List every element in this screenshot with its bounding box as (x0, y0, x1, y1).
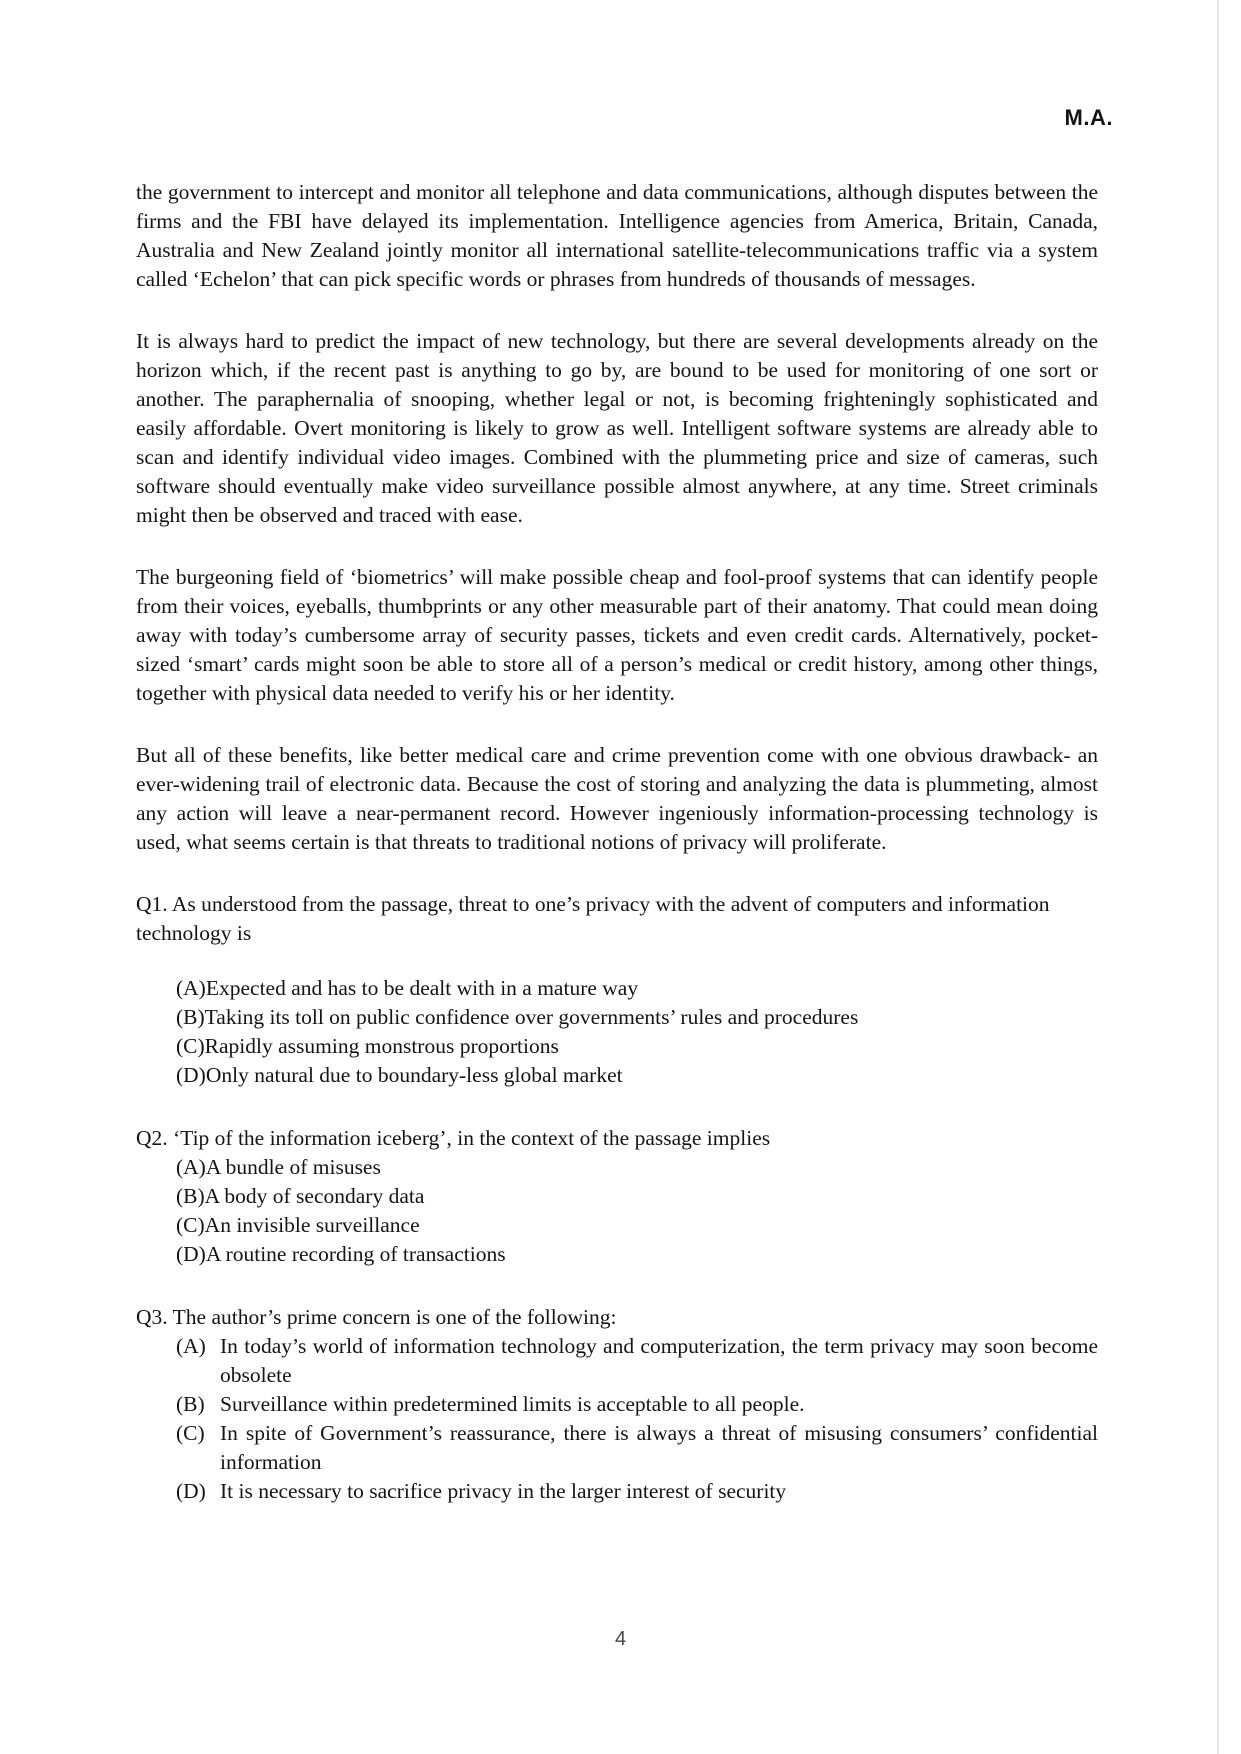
question-1 (136, 890, 1098, 1090)
course-tag: M.A. (1064, 105, 1113, 130)
passage-paragraph-4: But all of these benefits, like better medical care and crime prevention come with one obvious drawback- an ever-widening trail of electronic data. Because the cost of storing and analyzing the data is plummeting, almost any action will leave a near-permanent record. However ingeniously information-processing technology is used, what seems certain is that threats to traditional notions of privacy will proliferate. (136, 743, 1098, 854)
option-letter: (C) (176, 1213, 205, 1237)
question-3-options (136, 1332, 1098, 1506)
option-text: Expected and has to be dealt with in a mature way (205, 976, 639, 1000)
option-letter: (C) (176, 1034, 205, 1058)
option-text: In spite of Government’s reassurance, there is always a threat of misusing consumers’ confidential information (220, 1421, 1098, 1474)
question-2-option-b (176, 1182, 1098, 1211)
option-letter: (C) (176, 1421, 205, 1445)
page-number: 4 (614, 1628, 627, 1650)
question-1-option-c (176, 1032, 1098, 1061)
option-text: An invisible surveillance (204, 1213, 420, 1237)
option-text: A body of secondary data (204, 1184, 425, 1208)
page-content (136, 178, 1098, 1540)
question-2-option-d (176, 1240, 1098, 1269)
question-1-stem: Q1. As understood from the passage, threat to one’s privacy with the advent of computers and information technology is (136, 892, 1050, 945)
option-text: In today’s world of information technology and computerization, the term privacy may soon become obsolete (220, 1334, 1098, 1387)
question-2-option-c (176, 1211, 1098, 1240)
question-3 (136, 1303, 1098, 1506)
question-1-option-a (176, 974, 1098, 1003)
option-text: A routine recording of transactions (205, 1242, 506, 1266)
question-2-options (136, 1153, 1098, 1269)
option-text: A bundle of misuses (205, 1155, 381, 1179)
option-letter: (B) (176, 1005, 205, 1029)
question-2-option-a (176, 1153, 1098, 1182)
question-1-option-d (176, 1061, 1098, 1090)
question-2 (136, 1124, 1098, 1269)
question-1-options (136, 974, 1098, 1090)
question-3-option-b (176, 1390, 1098, 1419)
option-text: It is necessary to sacrifice privacy in the larger interest of security (220, 1479, 787, 1503)
option-letter: (D) (176, 1063, 206, 1087)
passage-paragraph-2: It is always hard to predict the impact of new technology, but there are several developments already on the horizon which, if the recent past is anything to go by, are bound to be used for monitoring of one sort or another. The paraphernalia of snooping, whether legal or not, is becoming frighteningly sophisticated and easily affordable. Overt monitoring is likely to grow as well. Intelligent software systems are already able to scan and identify individual video images. Combined with the plummeting price and size of cameras, such software should eventually make video surveillance possible almost anywhere, at any time. Street criminals might then be observed and traced with ease. (136, 329, 1098, 527)
question-3-stem: Q3. The author’s prime concern is one of the following: (136, 1305, 617, 1329)
option-letter: (B) (176, 1184, 205, 1208)
question-3-option-c (176, 1419, 1098, 1477)
passage-paragraph-1: the government to intercept and monitor all telephone and data communications, although disputes between the firms and the FBI have delayed its implementation. Intelligence agencies from America, Britain, Canada, Australia and New Zealand jointly monitor all international satellite-telecommunications traffic via a system called ‘Echelon’ that can pick specific words or phrases from hundreds of thousands of messages. (136, 180, 1098, 291)
option-text: Rapidly assuming monstrous proportions (204, 1034, 559, 1058)
option-text: Only natural due to boundary-less global market (205, 1063, 623, 1087)
option-text: Taking its toll on public confidence over governments’ rules and procedures (204, 1005, 859, 1029)
question-1-option-b (176, 1003, 1098, 1032)
option-letter: (A) (176, 976, 206, 1000)
question-3-option-a (176, 1332, 1098, 1390)
option-letter: (A) (176, 1334, 206, 1358)
option-letter: (D) (176, 1479, 206, 1503)
option-letter: (B) (176, 1392, 205, 1416)
question-2-stem: Q2. ‘Tip of the information iceberg’, in the context of the passage implies (136, 1126, 771, 1150)
page-edge-shadow (1217, 0, 1219, 1754)
passage-paragraph-3: The burgeoning field of ‘biometrics’ will make possible cheap and fool-proof systems that can identify people from their voices, eyeballs, thumbprints or any other measurable part of their anatomy. That could mean doing away with today’s cumbersome array of security passes, tickets and even credit cards. Alternatively, pocket-sized ‘smart’ cards might soon be able to store all of a person’s medical or credit history, among other things, together with physical data needed to verify his or her identity. (136, 565, 1098, 705)
question-3-option-d (176, 1477, 1098, 1506)
option-text: Surveillance within predetermined limits is acceptable to all people. (220, 1392, 805, 1416)
option-letter: (A) (176, 1155, 206, 1179)
option-letter: (D) (176, 1242, 206, 1266)
